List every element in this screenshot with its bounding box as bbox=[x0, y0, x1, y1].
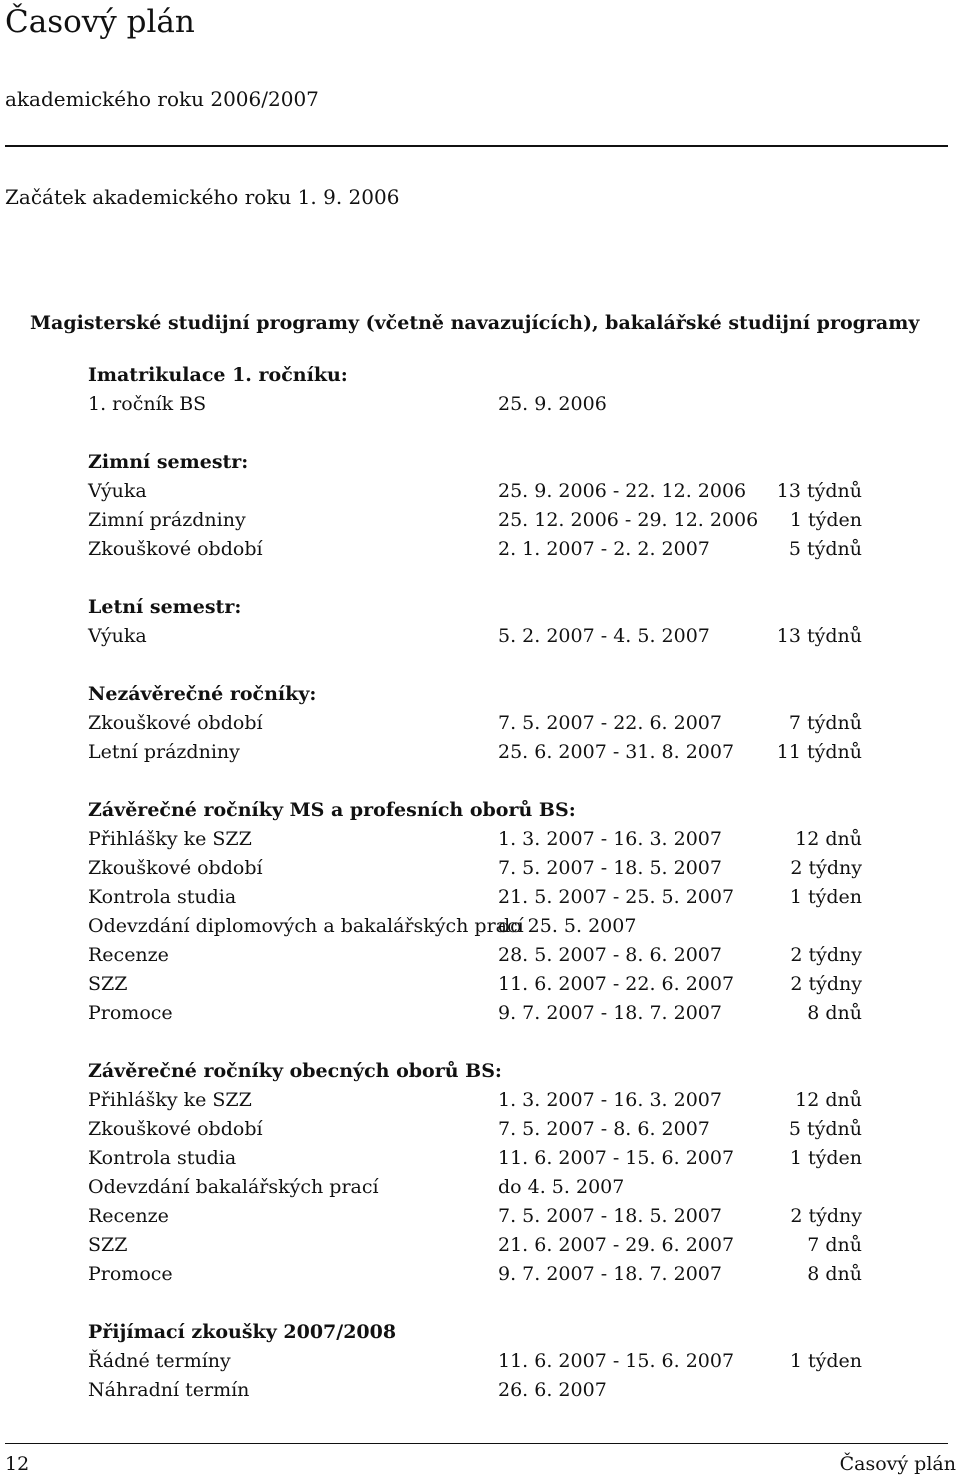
row-label: Recenze bbox=[88, 1205, 169, 1227]
section-heading: Závěrečné ročníky obecných oborů BS: bbox=[88, 1060, 502, 1082]
section-heading: Letní semestr: bbox=[88, 596, 242, 618]
row-label: Kontrola studia bbox=[88, 1147, 237, 1169]
row-duration: 1 týden bbox=[789, 509, 862, 531]
schedule-section bbox=[88, 448, 888, 564]
row-duration: 13 týdnů bbox=[776, 625, 862, 647]
row-label: Přihlášky ke SZZ bbox=[88, 1089, 252, 1111]
row-date: 11. 6. 2007 - 22. 6. 2007 bbox=[498, 973, 735, 995]
schedule-row bbox=[88, 1202, 888, 1231]
row-label: Zimní prázdniny bbox=[88, 509, 246, 531]
section-heading: Přijímací zkoušky 2007/2008 bbox=[88, 1321, 397, 1343]
row-label: Zkouškové období bbox=[88, 538, 263, 560]
row-label: SZZ bbox=[88, 973, 128, 995]
schedule-section bbox=[88, 1318, 888, 1405]
row-label: Promoce bbox=[88, 1263, 173, 1285]
row-date: 11. 6. 2007 - 15. 6. 2007 bbox=[498, 1350, 735, 1372]
row-duration: 2 týdny bbox=[790, 857, 862, 879]
schedule-row bbox=[88, 1260, 888, 1289]
row-date: 7. 5. 2007 - 22. 6. 2007 bbox=[498, 712, 722, 734]
schedule-row bbox=[88, 1376, 888, 1405]
section-heading: Zimní semestr: bbox=[88, 451, 249, 473]
schedule-row bbox=[88, 854, 888, 883]
schedule-row bbox=[88, 1347, 888, 1376]
row-date: do 25. 5. 2007 bbox=[498, 915, 637, 937]
row-label: SZZ bbox=[88, 1234, 128, 1256]
section-heading: Nezávěrečné ročníky: bbox=[88, 683, 317, 705]
schedule-section bbox=[88, 1057, 888, 1289]
footer-divider bbox=[5, 1443, 948, 1444]
schedule-row bbox=[88, 912, 888, 941]
row-label: Výuka bbox=[88, 480, 147, 502]
row-duration: 7 dnů bbox=[807, 1234, 862, 1256]
row-date: 25. 9. 2006 bbox=[498, 393, 607, 415]
schedule-section bbox=[88, 796, 888, 1028]
schedule-row bbox=[88, 999, 888, 1028]
row-duration: 12 dnů bbox=[795, 828, 862, 850]
row-label: Náhradní termín bbox=[88, 1379, 250, 1401]
row-duration: 8 dnů bbox=[807, 1263, 862, 1285]
schedule-row bbox=[88, 477, 888, 506]
row-duration: 8 dnů bbox=[807, 1002, 862, 1024]
row-date: 2. 1. 2007 - 2. 2. 2007 bbox=[498, 538, 710, 560]
schedule-section bbox=[88, 361, 888, 419]
row-label: Letní prázdniny bbox=[88, 741, 240, 763]
schedule-section bbox=[88, 593, 888, 651]
row-label: Zkouškové období bbox=[88, 712, 263, 734]
schedule-row bbox=[88, 506, 888, 535]
academic-year-subtitle: akademického roku 2006/2007 bbox=[5, 87, 319, 111]
page-title: Časový plán bbox=[5, 4, 195, 40]
row-duration: 7 týdnů bbox=[788, 712, 862, 734]
row-label: Odevzdání diplomových a bakalářských prací bbox=[88, 915, 524, 937]
academic-year-start: Začátek akademického roku 1. 9. 2006 bbox=[5, 185, 400, 209]
row-date: 1. 3. 2007 - 16. 3. 2007 bbox=[498, 828, 722, 850]
row-label: Zkouškové období bbox=[88, 1118, 263, 1140]
row-date: 26. 6. 2007 bbox=[498, 1379, 607, 1401]
row-duration: 11 týdnů bbox=[776, 741, 862, 763]
row-date: 11. 6. 2007 - 15. 6. 2007 bbox=[498, 1147, 735, 1169]
row-duration: 5 týdnů bbox=[788, 1118, 862, 1140]
programs-heading: Magisterské studijní programy (včetně navazujících), bakalářské studijní programy bbox=[30, 312, 920, 334]
schedule-row bbox=[88, 622, 888, 651]
section-heading: Závěrečné ročníky MS a profesních oborů BS: bbox=[88, 799, 576, 821]
row-date: 9. 7. 2007 - 18. 7. 2007 bbox=[498, 1002, 722, 1024]
row-date: 7. 5. 2007 - 18. 5. 2007 bbox=[498, 1205, 722, 1227]
row-duration: 13 týdnů bbox=[776, 480, 862, 502]
row-date: 25. 9. 2006 - 22. 12. 2006 bbox=[498, 480, 747, 502]
row-duration: 2 týdny bbox=[790, 1205, 862, 1227]
schedule-row bbox=[88, 1144, 888, 1173]
schedule-row bbox=[88, 825, 888, 854]
schedule-row bbox=[88, 1231, 888, 1260]
schedule-section bbox=[88, 680, 888, 767]
schedule-row bbox=[88, 883, 888, 912]
row-label: Řádné termíny bbox=[88, 1350, 231, 1372]
row-label: Přihlášky ke SZZ bbox=[88, 828, 252, 850]
row-duration: 1 týden bbox=[789, 1147, 862, 1169]
row-label: Promoce bbox=[88, 1002, 173, 1024]
schedule-row bbox=[88, 738, 888, 767]
row-date: 21. 5. 2007 - 25. 5. 2007 bbox=[498, 886, 735, 908]
row-duration: 5 týdnů bbox=[788, 538, 862, 560]
row-date: do 4. 5. 2007 bbox=[498, 1176, 625, 1198]
row-duration: 1 týden bbox=[789, 886, 862, 908]
page-number: 12 bbox=[5, 1453, 30, 1475]
row-label: Odevzdání bakalářských prací bbox=[88, 1176, 379, 1198]
row-label: 1. ročník BS bbox=[88, 393, 207, 415]
row-date: 25. 6. 2007 - 31. 8. 2007 bbox=[498, 741, 735, 763]
schedule-row bbox=[88, 1173, 888, 1202]
row-label: Výuka bbox=[88, 625, 147, 647]
schedule-row bbox=[88, 941, 888, 970]
row-label: Kontrola studia bbox=[88, 886, 237, 908]
row-date: 5. 2. 2007 - 4. 5. 2007 bbox=[498, 625, 710, 647]
footer-title: Časový plán bbox=[839, 1453, 956, 1475]
row-date: 1. 3. 2007 - 16. 3. 2007 bbox=[498, 1089, 722, 1111]
row-date: 21. 6. 2007 - 29. 6. 2007 bbox=[498, 1234, 735, 1256]
row-date: 7. 5. 2007 - 8. 6. 2007 bbox=[498, 1118, 710, 1140]
row-duration: 2 týdny bbox=[790, 944, 862, 966]
schedule-row bbox=[88, 1086, 888, 1115]
row-duration: 2 týdny bbox=[790, 973, 862, 995]
row-date: 28. 5. 2007 - 8. 6. 2007 bbox=[498, 944, 722, 966]
row-label: Zkouškové období bbox=[88, 857, 263, 879]
row-date: 7. 5. 2007 - 18. 5. 2007 bbox=[498, 857, 722, 879]
section-heading: Imatrikulace 1. ročníku: bbox=[88, 364, 348, 386]
row-label: Recenze bbox=[88, 944, 169, 966]
schedule-row bbox=[88, 1115, 888, 1144]
row-duration: 1 týden bbox=[789, 1350, 862, 1372]
header-divider bbox=[5, 145, 948, 147]
row-date: 9. 7. 2007 - 18. 7. 2007 bbox=[498, 1263, 722, 1285]
schedule-row bbox=[88, 709, 888, 738]
row-duration: 12 dnů bbox=[795, 1089, 862, 1111]
row-date: 25. 12. 2006 - 29. 12. 2006 bbox=[498, 509, 759, 531]
schedule-row bbox=[88, 390, 888, 419]
schedule-row bbox=[88, 970, 888, 999]
schedule-row bbox=[88, 535, 888, 564]
schedule-content bbox=[88, 361, 888, 1434]
